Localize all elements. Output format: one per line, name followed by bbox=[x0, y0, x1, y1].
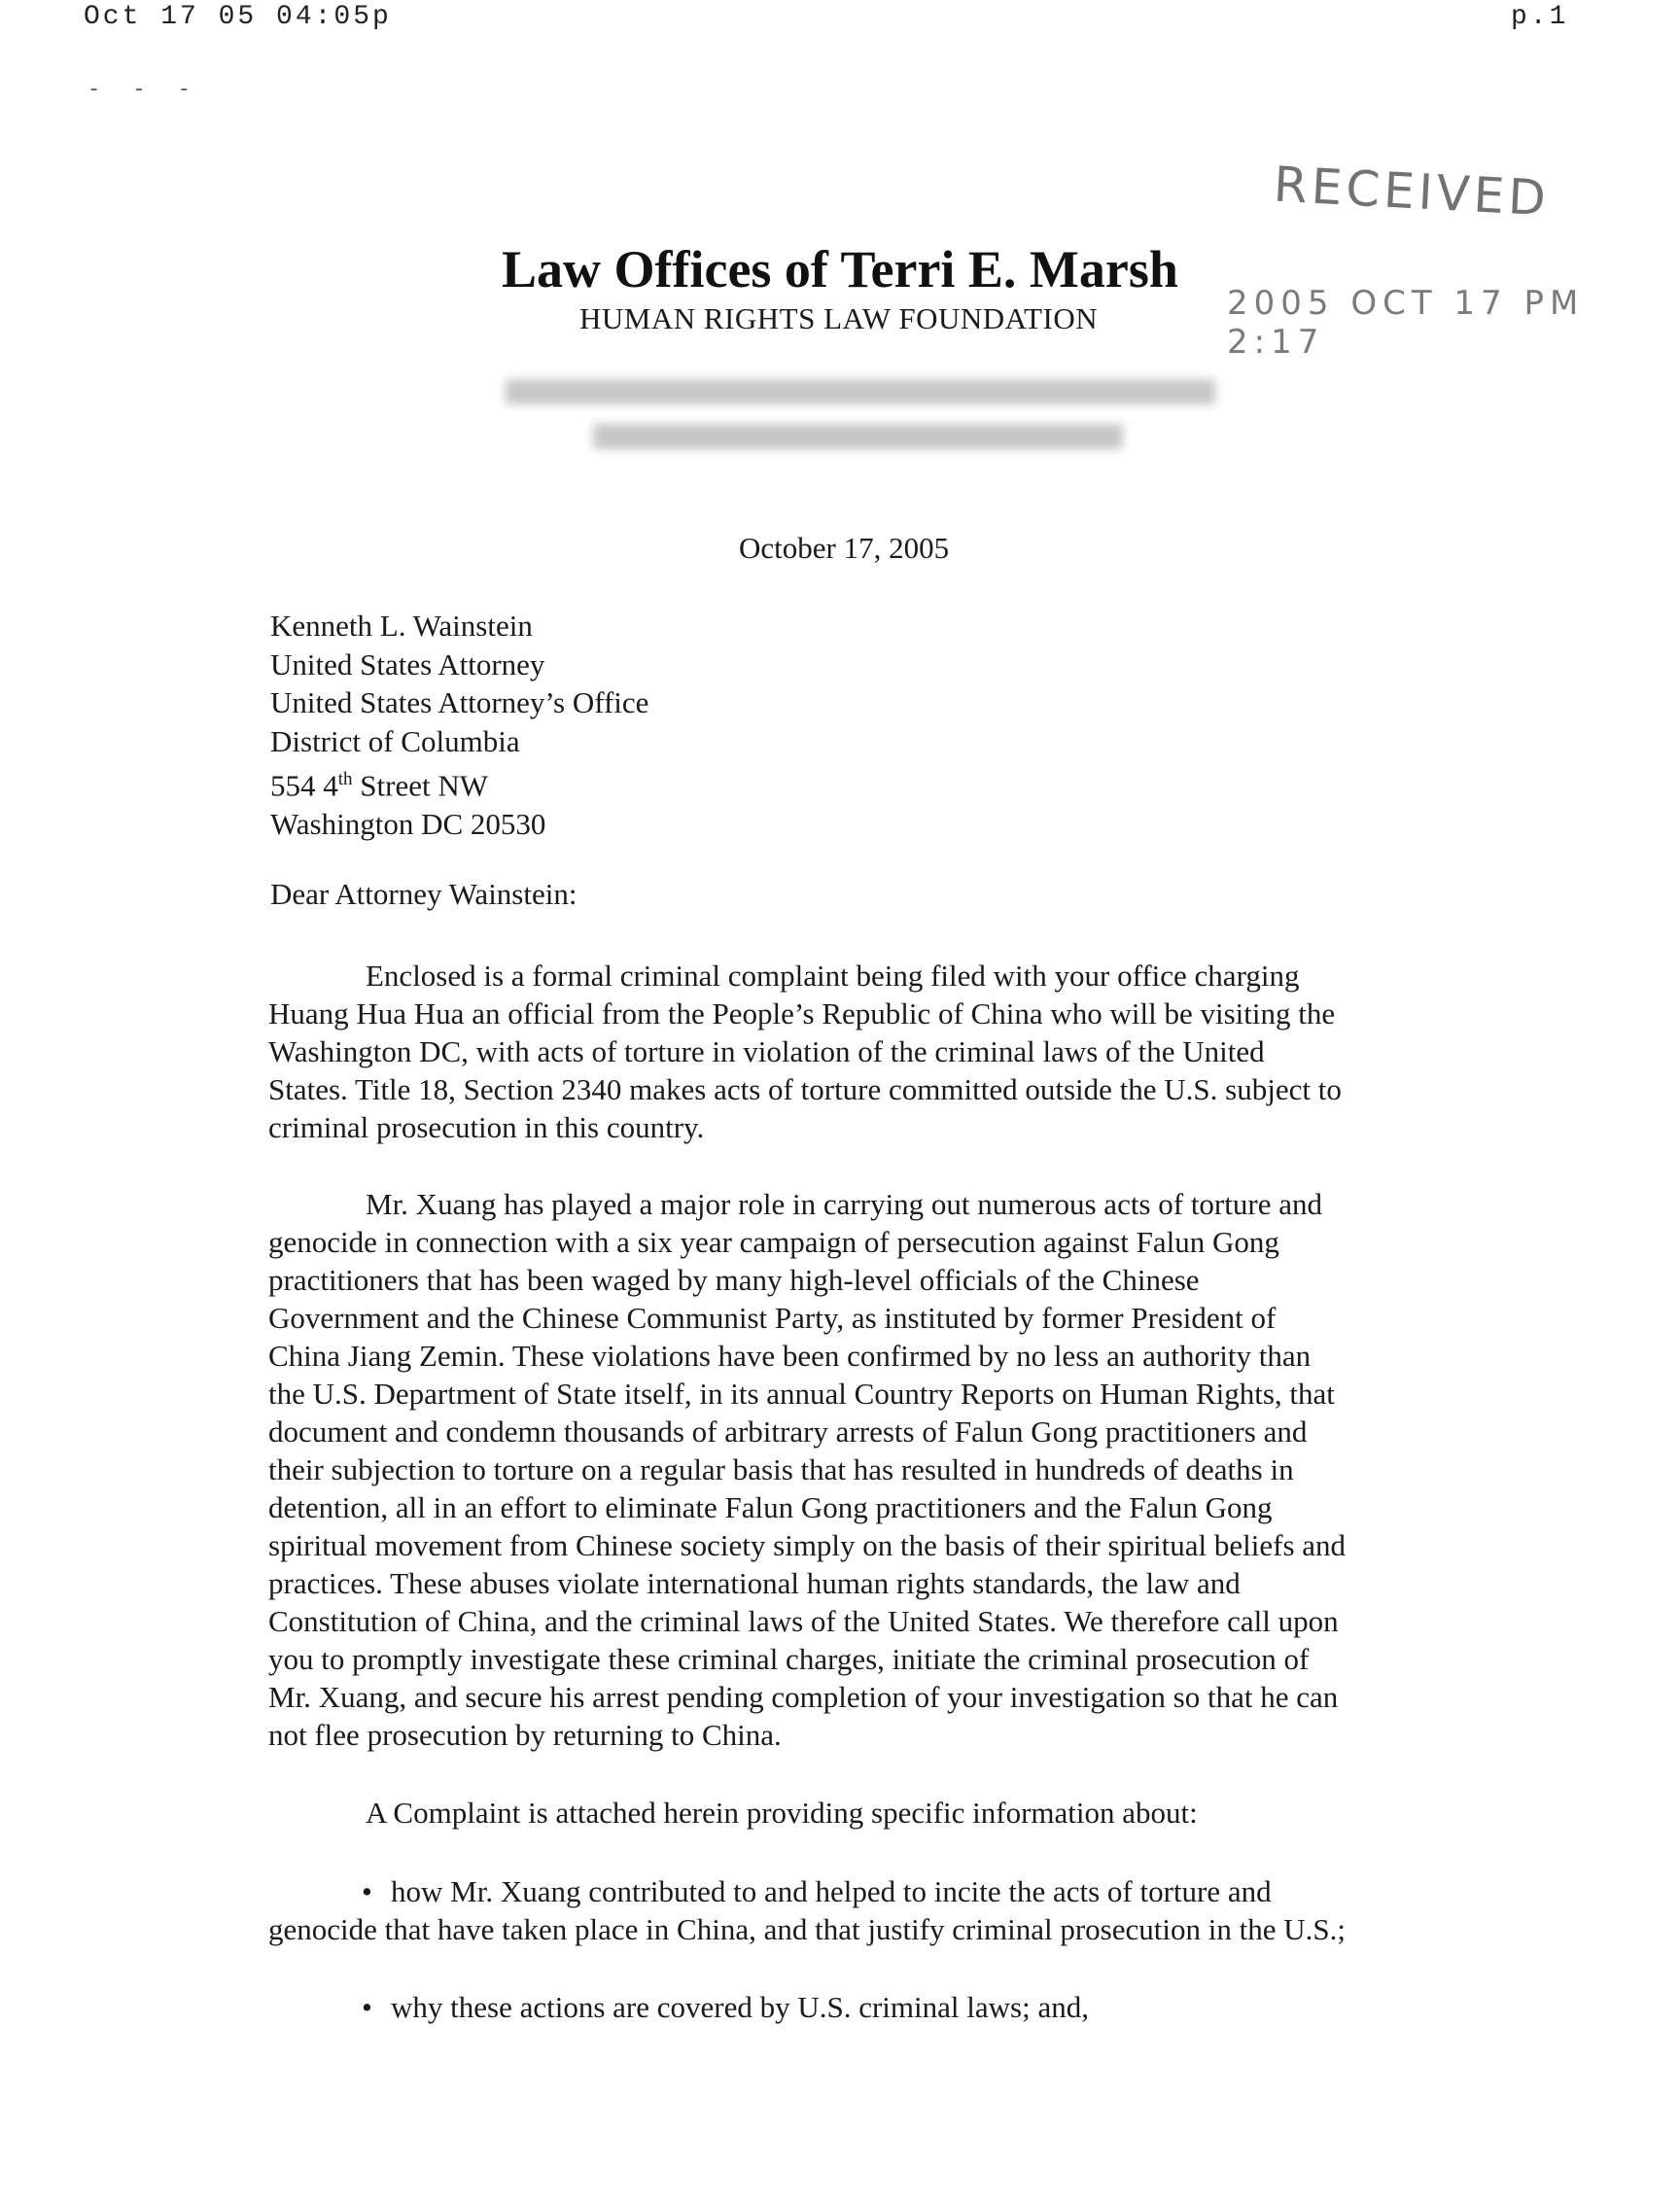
recipient-district: District of Columbia bbox=[270, 723, 520, 758]
recipient-street bbox=[270, 760, 648, 805]
recipient-city: Washington DC 20530 bbox=[270, 806, 546, 841]
redacted-line-1 bbox=[506, 379, 1215, 404]
paragraph-line: document and condemn thousands of arbitrary arrests of Falun Gong practitioners and bbox=[268, 1414, 1308, 1449]
paragraph-line: China Jiang Zemin. These violations have been confirmed by no less an authority than bbox=[268, 1339, 1312, 1373]
recipient-address bbox=[270, 607, 648, 843]
recipient-office: United States Attorney’s Office bbox=[270, 685, 649, 719]
bullet-icon: • bbox=[362, 1990, 372, 2024]
bullet-icon: • bbox=[362, 1874, 372, 1908]
paragraph-complaint-attached: A Complaint is attached herein providing specific information about: bbox=[366, 1796, 1198, 1830]
paragraph-line: practices. These abuses violate international human rights standards, the law and bbox=[268, 1566, 1241, 1600]
paragraph-line: detention, all in an effort to eliminate Falun Gong practitioners and the Falun Gong bbox=[268, 1490, 1273, 1524]
fax-page-number: p.1 bbox=[1511, 2, 1569, 32]
paragraph-line: their subjection to torture on a regular basis that has resulted in hundreds of deaths in bbox=[268, 1452, 1294, 1486]
paragraph-line: Government and the Chinese Communist Party, as instituted by former President of bbox=[268, 1301, 1277, 1335]
paragraph-xuang-role bbox=[268, 1185, 1435, 1754]
fax-specks: - - - bbox=[88, 78, 201, 102]
paragraph-line: Mr. Xuang, and secure his arrest pending completion of your investigation so that he can bbox=[268, 1680, 1339, 1714]
fax-timestamp: Oct 17 05 04:05p bbox=[84, 2, 392, 32]
paragraph-line: genocide in connection with a six year campaign of persecution against Falun Gong bbox=[268, 1225, 1279, 1259]
received-stamp-date: 2005 OCT 17 PM 2:17 bbox=[1227, 284, 1585, 362]
firm-subtitle: HUMAN RIGHTS LAW FOUNDATION bbox=[579, 301, 1099, 335]
redacted-line-2 bbox=[593, 424, 1123, 449]
paragraph-line: Enclosed is a formal criminal complaint being filed with your office charging bbox=[366, 959, 1300, 993]
firm-name: Law Offices of Terri E. Marsh bbox=[502, 240, 1178, 298]
salutation: Dear Attorney Wainstein: bbox=[270, 877, 578, 911]
paragraph-line: spiritual movement from Chinese society simply on the basis of their spiritual beliefs and bbox=[268, 1528, 1347, 1562]
recipient-name: Kenneth L. Wainstein bbox=[270, 609, 533, 643]
bullet-item-1 bbox=[268, 1872, 1435, 1948]
received-stamp: RECEIVED bbox=[1272, 156, 1552, 227]
paragraph-line: Huang Hua Hua an official from the People’s Republic of China who will be visiting the bbox=[268, 996, 1336, 1030]
recipient-title: United States Attorney bbox=[270, 646, 545, 681]
letter-date: October 17, 2005 bbox=[739, 531, 950, 565]
street-ordinal: th bbox=[337, 769, 353, 789]
street-number: 554 4 bbox=[270, 768, 338, 803]
paragraph-line: you to promptly investigate these criminal charges, initiate the criminal prosecution of bbox=[268, 1642, 1310, 1676]
bullet-text: why these actions are covered by U.S. criminal laws; and, bbox=[391, 1990, 1089, 2024]
paragraph-line: the U.S. Department of State itself, in its annual Country Reports on Human Rights, that bbox=[268, 1377, 1335, 1411]
paragraph-line: criminal prosecution in this country. bbox=[268, 1110, 705, 1144]
paragraph-line: States. Title 18, Section 2340 makes acts of torture committed outside the U.S. subject to bbox=[268, 1072, 1342, 1106]
paragraph-line: not flee prosecution by returning to China. bbox=[268, 1718, 782, 1752]
bullet-text-continued: genocide that have taken place in China, and that justify criminal prosecution in the U.S.; bbox=[268, 1912, 1346, 1946]
paragraph-line: Washington DC, with acts of torture in violation of the criminal laws of the United bbox=[268, 1034, 1265, 1068]
bullet-item-2 bbox=[268, 1988, 1435, 2026]
paragraph-enclosed-complaint bbox=[268, 957, 1435, 1146]
paragraph-line: practitioners that has been waged by many high-level officials of the Chinese bbox=[268, 1263, 1200, 1297]
street-name: Street NW bbox=[352, 768, 488, 803]
paragraph-line: Constitution of China, and the criminal laws of the United States. We therefore call upon bbox=[268, 1604, 1339, 1638]
paragraph-line: Mr. Xuang has played a major role in carrying out numerous acts of torture and bbox=[366, 1187, 1322, 1221]
bullet-text: how Mr. Xuang contributed to and helped to incite the acts of torture and bbox=[391, 1874, 1272, 1908]
